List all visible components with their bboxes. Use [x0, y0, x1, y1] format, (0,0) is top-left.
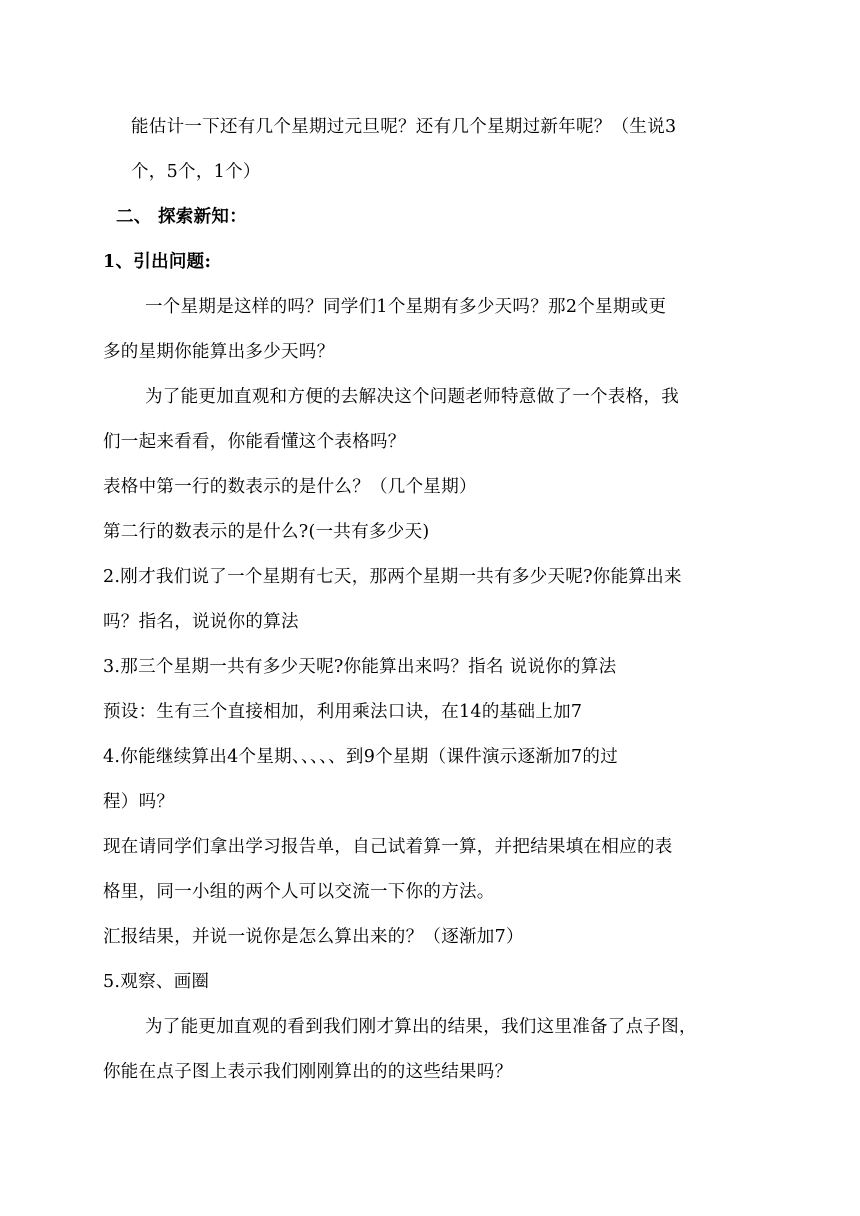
- paragraph-estimate-weeks-line2: 个，5个，1个）: [131, 162, 261, 182]
- step-2-line1: 2.刚才我们说了一个星期有七天，那两个星期一共有多少天呢?你能算出来: [103, 567, 682, 587]
- step-3: 3.那三个星期一共有多少天呢?你能算出来吗？指名 说说你的算法: [103, 657, 617, 677]
- paragraph-dot-chart-line1: 为了能更加直观的看到我们刚才算出的结果，我们这里准备了点子图，: [145, 1017, 697, 1037]
- subheading-introduce-problem: 1、引出问题:: [103, 252, 212, 272]
- paragraph-estimate-weeks-line1: 能估计一下还有几个星期过元旦呢？还有几个星期过新年呢？（生说3: [131, 117, 677, 137]
- paragraph-report-line1: 现在请同学们拿出学习报告单，自己试着算一算，并把结果填在相应的表: [103, 837, 673, 857]
- step-2-line2: 吗？指名，说说你的算法: [103, 612, 299, 632]
- step-4-line1: 4.你能继续算出4个星期、、、、、到9个星期（课件演示逐渐加7的过: [103, 747, 618, 767]
- section-heading-explore: 二、 探索新知：: [116, 207, 247, 227]
- preset-answer: 预设：生有三个直接相加，利用乘法口诀，在14的基础上加7: [103, 702, 583, 722]
- question-second-row: 第二行的数表示的是什么?(一共有多少天): [103, 522, 430, 542]
- question-first-row: 表格中第一行的数表示的是什么？（几个星期）: [103, 477, 477, 497]
- paragraph-table-line1: 为了能更加直观和方便的去解决这个问题老师特意做了一个表格，我: [145, 387, 679, 407]
- step-4-line2: 程）吗？: [103, 792, 175, 812]
- paragraph-summary: 汇报结果，并说一说你是怎么算出来的？（逐渐加7）: [103, 927, 524, 947]
- paragraph-one-week-line1: 一个星期是这样的吗？同学们1个星期有多少天吗？那2个星期或更: [145, 297, 667, 317]
- step-5-heading: 5.观察、画圈: [103, 972, 210, 992]
- paragraph-dot-chart-line2: 你能在点子图上表示我们刚刚算出的的这些结果吗？: [103, 1062, 513, 1082]
- paragraph-one-week-line2: 多的星期你能算出多少天吗？: [103, 342, 335, 362]
- paragraph-table-line2: 们一起来看看，你能看懂这个表格吗？: [103, 432, 406, 452]
- paragraph-report-line2: 格里，同一小组的两个人可以交流一下你的方法。: [103, 882, 495, 902]
